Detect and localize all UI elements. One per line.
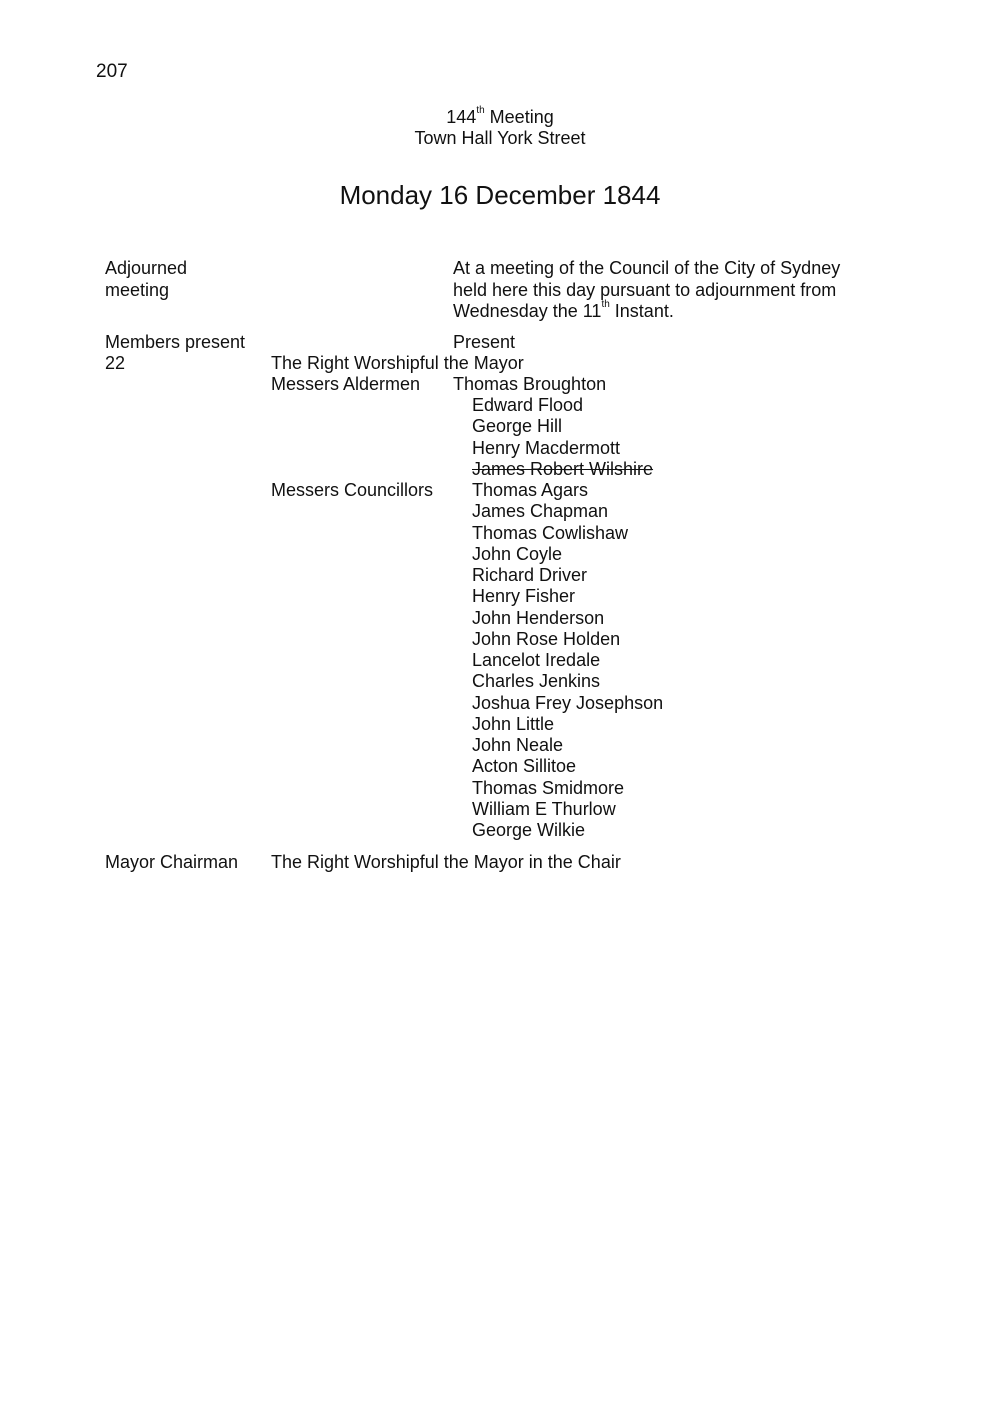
councillor-name: John Coyle [472,543,563,564]
councillor-name: John Rose Holden [472,628,621,649]
opening-line-3-start: Wednesday the 11 [453,301,602,321]
councillor-name: James Chapman [472,501,609,522]
alderman-name: Thomas Broughton [453,374,607,394]
councillor-name: Charles Jenkins [472,671,601,692]
members-count: 22 [105,353,126,373]
margin-note-meeting: meeting [105,280,170,300]
mayor-line: The Right Worshipful the Mayor [271,353,524,373]
present-label: Present [453,332,516,352]
alderman-name: Henry Macdermott [472,438,621,458]
councillors-label: Messers Councillors [271,480,434,500]
opening-line-2: held here this day pursuant to adjournment from [453,280,837,300]
meeting-number-suffix: th [476,105,485,116]
opening-line-3 [453,301,674,322]
opening-line-3-suffix: th [601,299,610,310]
councillor-name: John Neale [472,735,564,755]
councillor-name: William E Thurlow [472,798,616,819]
councillor-name: John Little [472,713,555,734]
councillor-name: John Henderson [472,607,605,628]
alderman-name: Edward Flood [472,395,584,415]
councillor-name: Lancelot Iredale [472,650,601,670]
councillor-name: Henry Fisher [472,586,576,607]
councillor-name: Thomas Agars [472,480,589,500]
councillor-name: Thomas Smidmore [472,777,625,798]
councillor-name: Thomas Cowlishaw [472,522,629,543]
meeting-date-title: Monday 16 December 1844 [339,180,661,210]
chair-line: The Right Worshipful the Mayor in the Chair [271,852,621,872]
alderman-name: George Hill [472,416,563,436]
councillor-name: Richard Driver [472,565,588,585]
councillor-name: George Wilkie [472,820,586,840]
opening-line-1: At a meeting of the Council of the City of Sydney [453,258,841,278]
meeting-word: Meeting [489,107,554,127]
aldermen-label: Messers Aldermen [271,374,421,394]
opening-line-3-end: Instant. [609,301,674,321]
page-number: 207 [96,61,128,82]
venue: Town Hall York Street [414,128,586,148]
councillor-name: Acton Sillitoe [472,756,577,777]
margin-note-adjourned: Adjourned [105,258,188,278]
meeting-number [0,107,1000,128]
mayor-chairman-note: Mayor Chairman [105,852,239,872]
members-present-note: Members present [105,332,246,352]
councillor-name: Joshua Frey Josephson [472,692,664,713]
meeting-number-value: 144 [446,107,477,127]
alderman-name-struck: James Robert Wilshire [472,459,654,479]
councillors-list [472,480,772,840]
